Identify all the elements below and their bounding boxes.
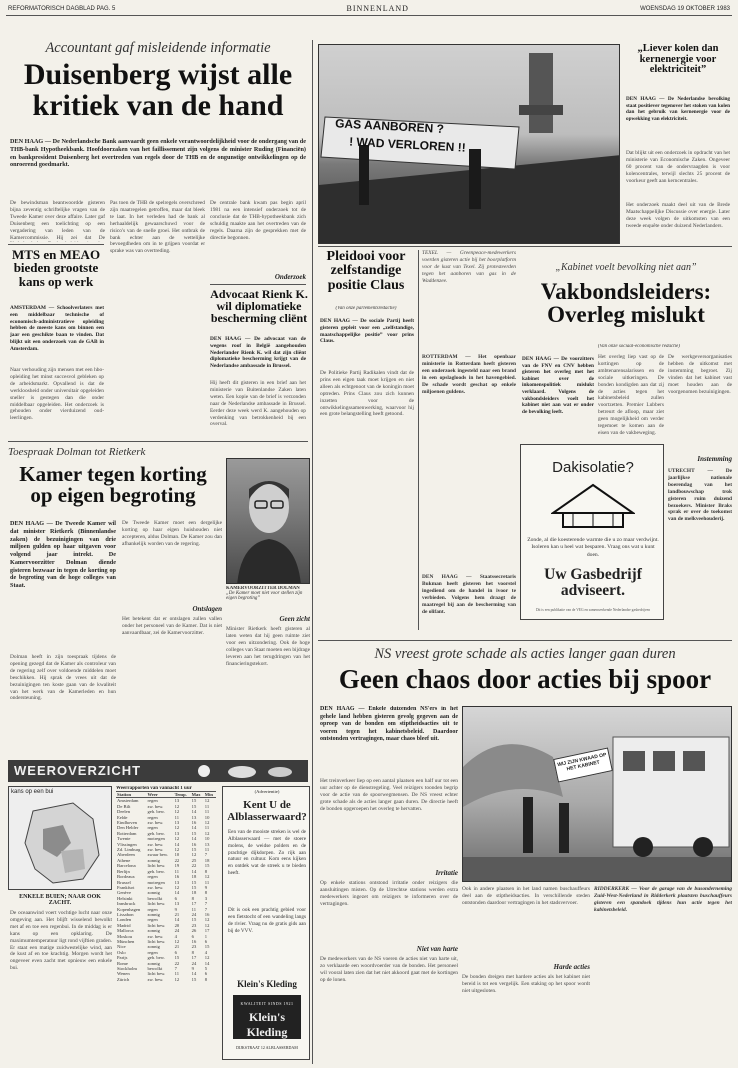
table-cell: 7 (174, 966, 177, 971)
table-cell: 23 (191, 944, 197, 950)
dolman-subhead-box (122, 602, 222, 614)
weer-text-head: ENKELE BUIEN; NAAR OOK ZACHT. (19, 894, 101, 906)
table-cell: zwaar bew. (147, 852, 169, 858)
table-cell: De Bilt (117, 803, 131, 809)
ad-brand: Uw Gasbedrijf adviseert. (544, 566, 642, 599)
ad-text: Zonde, al die koesterende warmte die u zo maar verdwijnt. Isoleren kan u heel wat besparen. Vraag ons wat u kunt doen. (527, 537, 659, 558)
table-cell: 15 (191, 830, 197, 836)
vakbond-utrecht: UTRECHT — De jaarlijkse nationale boerendag van het landbouwschap trok gisteren ruim duizend bezoekers. Minister Braks sprak er over de toekomst van de melkveehouderij. (668, 468, 732, 523)
table-cell: Zürich (117, 976, 130, 982)
table-cell: 6 (204, 938, 208, 944)
table-cell: 4 (204, 949, 208, 955)
mts-body: Naar verhouding zijn mensen met een hbo-opleiding het minst succesvol gebleken op de arbeidsmarkt. Opvallend is dat de werkloosheid onder universitair opgeleiden sneller is gestegen dan die onder middelbaar opgeleiden. Het onderzoek is gehouden onder vierduizend oud-leerlingen. (10, 367, 104, 422)
table-cell: 15 (191, 847, 197, 853)
house-roof-icon (551, 483, 635, 529)
table-cell: 11 (204, 803, 210, 809)
divider (318, 640, 732, 641)
table-cell: Genève (117, 890, 132, 896)
kolen-body: Dat blijkt uit een onderzoek in opdracht van het ministerie van Economische Zaken. Ongeveer 60 procent van de ondervraagden is voor kolencentrales, terwijl slechts 25 procent de voorkeur geeft aan kerncentrales. (626, 150, 730, 184)
table-cell: 11 (204, 879, 210, 885)
table-cell: 12 (204, 917, 210, 923)
divider (8, 244, 104, 245)
table-cell: licht bew. (147, 938, 166, 944)
ns-body-5: Ook in andere plaatsen in het land namen buschauffeurs deel aan de stiptheidsacties. In verschillende steden ontstonden daardoor vertragingen in het stadsvervoer. (462, 886, 590, 906)
table-cell: 18 (191, 890, 197, 896)
table-cell: 13 (174, 798, 180, 804)
table-cell: 18 (191, 874, 197, 880)
table-cell: 14 (191, 825, 197, 831)
claus-headline: Pleidooi voor zelfstandige positie Claus (326, 250, 406, 293)
table-cell: 8 (204, 976, 208, 982)
claus-lead: DEN HAAG — De sociale Partij heeft gisteren gepleit voor een „zelfstandige, maatschappelijke positie” voor prins Claus. (320, 318, 414, 345)
duisenberg-kicker (8, 40, 308, 56)
table-cell: Berlijn (117, 868, 130, 874)
table-cell: regen (147, 917, 158, 923)
table-cell: 12 (174, 847, 180, 853)
duisenberg-lead: DEN HAAG — De Nederlandsche Bank aanvaardt geen enkele verantwoordelijkheid voor de ondergang van de THB-bank Hypotheekbank. Hoofdoorzaken van het faillissement zijn volgens de minister Ruding (Financiën) en bankpresident Duisenberg het overtreden van regels door de THB en de ongunstige ontwikkelingen op de onroerend goedmarkt. (10, 138, 306, 169)
weer-col-header: Min (204, 792, 216, 798)
weer-col-header: Temp. (174, 792, 191, 798)
weer-col-header: Max (191, 792, 204, 798)
vakbond-subhead-box (668, 452, 732, 464)
duisenberg-kicker-text: Accountant gaf misleidende informatie (45, 40, 271, 56)
table-cell: 12 (204, 798, 210, 804)
vakbond-body-2: De werkgeversorganisaties hebben de uitkomst met instemming begroet. Zij vinden dat het kabinet vast moet houden aan de voorgenomen bezuinigingen. (668, 354, 732, 395)
kent-brand: Klein's Kleding (237, 979, 297, 989)
table-cell: 13 (204, 841, 210, 847)
kent-logo-mark: Klein's Kleding (246, 1010, 288, 1039)
claus-byline: (Van onze parlementsredactie) (335, 306, 397, 311)
table-cell: geh. bew. (147, 955, 165, 961)
duisenberg-body-2: Pas toen de THB de spelregels overschreed zijn maatregelen getroffen, maar dat bleek te laat. In het verleden had de bank al herhaaldelijk gewaarschuwd voor de risico's van de snelle groei. Het ontbrak de bank echter aan de wettelijke bevoegdheden om in te grijpen voordat er sprake was van overtreding. (110, 200, 205, 255)
table-cell: bewolkt (147, 895, 163, 901)
table-cell: 7 (204, 852, 208, 858)
dolman-body-3: Het betekent dat er ontslagen zullen vallen onder het personeel van de Kamer. Dat is niet aanvaardbaar, zei de Kamervoorzitter. (122, 616, 222, 636)
kolen-body-2: Het onderzoek maakt deel uit van de Brede Maatschappelijke Discussie over energie. Later deze week volgen de uitkomsten van een tweede enquête onder duizend Nederlanders. (626, 202, 730, 229)
table-cell: 14 (174, 917, 180, 923)
table-cell: 22 (174, 960, 180, 966)
table-cell: 5 (204, 966, 208, 971)
table-cell: regen (147, 906, 158, 912)
table-cell: 20 (174, 922, 180, 928)
bus-photo (462, 706, 732, 882)
ns-body-4: De bonden dreigen met hardere acties als het kabinet niet bereid is tot een vergelijk. Een staking op het spoor wordt niet uitgesloten. (462, 974, 590, 994)
table-cell: 12 (174, 836, 180, 842)
kent-logo (233, 995, 301, 1039)
page-header (6, 2, 732, 16)
table-cell: Bordeaux (117, 874, 135, 880)
table-cell: Stockholm (117, 966, 137, 971)
dolman-body-4: Minister Rietkerk heeft gisteren al laten weten dat hij geen ruimte ziet voor een uitzondering. Ook de hoge colleges van Staat moeten een bijdrage leveren aan het terugdringen van het financieringstekort. (226, 626, 310, 667)
table-cell: Brussel (117, 879, 131, 885)
duisenberg-subhead-box (210, 270, 306, 282)
vakbond-byline: (Van onze sociaal-economische redactie) (598, 344, 680, 349)
ad-label: (Advertentie) (254, 789, 280, 794)
table-cell: 12 (204, 830, 210, 836)
table-cell: 11 (204, 809, 210, 815)
table-cell: 11 (191, 906, 197, 912)
ad-small: Dit is een publikatie van de VEG en samenwerkende Nederlandse gasbedrijven (535, 608, 651, 612)
table-cell: 12 (204, 922, 210, 928)
header-left: REFORMATORISCH DAGBLAD PAG. 5 (8, 5, 116, 12)
ns-subhead2-box (320, 942, 458, 954)
table-cell: 15 (174, 955, 180, 961)
weer-col-header: Weer (146, 792, 173, 798)
weer-table (116, 792, 216, 982)
weer-map (8, 786, 112, 890)
vakbond-body: Het overleg liep vast op de kortingen op de ambtenarensalarissen en de sociale uitkeringen. De bonden kondigden aan dat zij de acties tegen het kabinetsbeleid zullen voortzetten. Premier Lubbers betreurt de afloop, maar ziet geen mogelijkheid om verder tegemoet te komen aan de eisen van de vakbeweging. (598, 354, 664, 436)
ns-lead: DEN HAAG — Enkele duizenden NS'ers in het gehele land hebben gisteren gevolg gegeven aan de oproep van de bonden om stiptheidsacties uit te voeren tegen het kabinetsbeleid. Daardoor ontstonden vertragingen, maar chaos bleef uit. (320, 706, 458, 742)
table-cell: 14 (191, 809, 197, 815)
table-cell: Athene (117, 857, 131, 863)
table-cell: 12 (204, 955, 210, 961)
bus-garage-scene (463, 707, 732, 882)
duisenberg-headline: Duisenberg wijst alle kritiek van de hand (23, 60, 293, 122)
table-cell: 17 (204, 928, 210, 934)
table-cell: 14 (174, 841, 180, 847)
dolman-kicker-text: Toespraak Dolman tot Rietkerk (8, 446, 146, 458)
table-cell: 26 (191, 928, 197, 934)
vakbond-kicker (520, 262, 732, 276)
dolman-body-2: De Tweede Kamer moet een dergelijke korting op haar eigen huishouden niet accepteren, aldus Dolman. De Kamer zou dan afhankelijk worden van de regering. (122, 520, 222, 547)
table-cell: 6 (174, 895, 177, 901)
table-cell: regen (147, 814, 158, 820)
table-cell: 9 (204, 884, 208, 890)
table-cell: 6 (174, 949, 177, 955)
table-cell: Barcelona (117, 863, 136, 869)
table-cell: 16 (191, 841, 197, 847)
kent-text-2: Dit is ook een prachtig gebied voor een fietstocht of een wandeling langs de rivier. Vraag nu de gratis gids aan bij de VVV. (228, 907, 306, 934)
table-cell: Nice (117, 944, 126, 950)
table-cell: 16 (191, 938, 197, 944)
table-cell: Eindhoven (117, 820, 137, 826)
table-cell: 15 (191, 917, 197, 923)
ns-subhead-box (320, 866, 458, 878)
table-cell: 15 (204, 863, 210, 869)
table-cell: Zd. Limburg (117, 847, 141, 853)
table-cell: 12 (174, 825, 180, 831)
divider (210, 284, 306, 285)
portrait-illustration (227, 459, 310, 584)
claus-body: De Politieke Partij Radikalen vindt dat de prins een eigen taak moet krijgen en niet alleen als echtgenoot van de koningin moet optreden. Prins Claus zou zich kunnen inzetten voor de ontwikkelingssamenwerking, waarvoor hij een grote belangstelling heeft getoond. (320, 370, 414, 418)
greenpeace-photo (318, 44, 620, 244)
table-cell: 13 (191, 814, 197, 820)
duisenberg-subhead: Onderzoek (274, 273, 306, 281)
brief-denhaag: DEN HAAG — Staatssecretaris Bukman heeft gisteren het voorstel ingediend om de handel in ivoor te verbieden. Volgens hem draagt de maatregel bij aan de bescherming van de olifant. (422, 574, 516, 615)
table-cell: 6 (204, 971, 208, 977)
table-cell: 8 (204, 868, 208, 874)
table-cell: 24 (191, 960, 197, 966)
table-cell: 10 (204, 836, 210, 842)
table-cell: 8 (191, 895, 194, 901)
table-cell: 10 (174, 852, 180, 858)
weer-banner (8, 760, 308, 782)
rienk-headline: Advocaat Rienk K. wil diplomatieke bescherming cliënt (210, 288, 308, 326)
table-cell: 23 (191, 922, 197, 928)
table-cell: Oslo (117, 949, 126, 955)
table-cell: motregen (147, 879, 165, 885)
table-cell: 13 (174, 901, 180, 907)
caption-name: KAMERVOORZITTER DOLMAN (226, 586, 300, 591)
dolman-caption (226, 586, 310, 606)
table-cell: Moskou (117, 933, 133, 939)
ns-subhead-3: Harde acties (553, 963, 590, 971)
table-cell: 9 (191, 966, 194, 971)
ns-subhead3-box (462, 960, 590, 972)
table-cell: bewolkt (147, 966, 163, 971)
table-cell: 16 (204, 911, 210, 917)
weer-table-box (116, 786, 216, 1064)
weer-map-title: kans op een bui (11, 789, 54, 795)
table-cell: München (117, 938, 135, 944)
kolen-lead: DEN HAAG — De Nederlandse bevolking staat positiever tegenover het stoken van kolen dan het gebruik van kernenergie voor de opwekking van elektriciteit. (626, 96, 730, 122)
table-cell: 16 (174, 874, 180, 880)
dolman-photo (226, 458, 310, 584)
ns-kicker (318, 646, 732, 664)
table-cell: Innsbruck (117, 901, 136, 907)
table-cell: zw. bew. (147, 847, 164, 853)
table-cell: regen (147, 949, 158, 955)
table-cell: zw. bew. (147, 820, 164, 826)
table-cell: 3 (204, 895, 208, 901)
table-cell: 25 (191, 857, 197, 863)
dolman-kicker (8, 446, 208, 460)
vakbond-kicker-text: „Kabinet voelt bevolking niet aan” (555, 262, 697, 273)
table-cell: 15 (191, 803, 197, 809)
table-cell: 14 (191, 836, 197, 842)
table-cell: 11 (174, 814, 180, 820)
table-cell: 14 (191, 868, 197, 874)
table-cell: regen (147, 798, 158, 804)
kent-brand-sub: KWALITEIT SINDS 1921 (240, 1001, 294, 1006)
column-rule (418, 250, 419, 630)
kent-text: Een van de mooiste streken is wel de Alblasserwaard — met de stoere molens, de weidse polders en de prachtige dijkdorpen. Zo rijk aan natuur en cultuur. Kom eens kijken en ontdek wat de streek u te bieden heeft. (228, 829, 306, 877)
dolman-lead: DEN HAAG — De Tweede Kamer wil dat minister Rietkerk (Binnenlandse zaken) de bezuinigingen van drie miljoen gulden op haar uitgaven voor volgend jaar intrekt. De Kamervoorzitter Dolman diende gisteren bezwaar in tegen de korting op de begroting van de hoge colleges van Staat. (10, 520, 116, 589)
table-cell: 17 (191, 955, 197, 961)
table-cell: 15 (191, 884, 197, 890)
table-cell: 11 (174, 971, 180, 977)
table-cell: 12 (174, 803, 180, 809)
weer-banner-title: WEEROVERZICHT (14, 763, 142, 778)
banner-line-1: GAS AANBOREN ? (334, 116, 445, 136)
rienk-lead: DEN HAAG — De advocaat van de wegens roof in België aangehouden Nederlander Rienk K. wil dat zijn cliënt diplomatieke bescherming krijgt van de Nederlandse ambassade in Brussel. (210, 336, 306, 369)
weer-text: De oceaanwind voert vochtige lucht naar onze omgeving aan. Het blijft wisselend bewolkt met af en toe een regenbui. In de middag is er kans op een opklaring. De maximumtemperatuur ligt rond vijftien graden. Er staat een matige zuidwestelijke wind, aan de kust af en toe krachtig. Morgen wordt het ongeveer even zacht met opnieuw een enkele bui. (10, 910, 112, 972)
table-cell: zw. bew. (147, 933, 164, 939)
table-cell: 12 (174, 976, 180, 982)
caption-text: „De Kamer moet niet voor stellen zijn eigen begroting” (226, 591, 303, 601)
table-cell: 13 (174, 820, 180, 826)
brief-texel: TEXEL — Greenpeace-medewerkers voerden gisteren actie bij het boorplatform voor de kust van Texel. Zij protesteerden tegen het aanboren van gas in de Waddenzee. (422, 250, 516, 284)
table-cell: Frankfurt (117, 884, 135, 890)
bus-photo-sign: WIJ ZIJN KWAAD OP HET KABINET (553, 747, 613, 782)
table-cell: 18 (204, 857, 210, 863)
table-cell: geh. bew. (147, 868, 165, 874)
table-cell: Twente (117, 836, 131, 842)
table-cell: Deelen (117, 809, 131, 815)
table-cell: zonnig (147, 944, 160, 950)
table-cell: zonnig (147, 890, 160, 896)
dolman-body: Dolman heeft in zijn toespraak tijdens de opening gezegd dat de Kamer als controleur van de regering zelf over voldoende middelen moet beschikken. Hij sprak de vrees uit dat de bezuinigingen ten koste gaan van de kwaliteit van het werk van de Kamerleden en hun ondersteuning. (10, 654, 116, 702)
table-cell: 15 (191, 976, 197, 982)
dolman-subhead: Ontslagen (192, 605, 222, 613)
mts-headline: MTS en MEAO bieden grootste kans op werk (11, 248, 101, 289)
alblasserwaard-ad (222, 786, 310, 1060)
table-cell: 11 (204, 825, 210, 831)
divider (318, 246, 732, 247)
table-cell: 1 (204, 933, 208, 939)
table-cell: 21 (174, 944, 180, 950)
table-cell: Amsterdam (117, 798, 139, 804)
weer-table-title: Weerrapporten van vannacht 1 uur (116, 786, 216, 792)
vakbond-lead: DEN HAAG — De voorzitters van de FNV en CNV hebben gisteren het overleg met het kabinet over de inkomenspolitiek mislukt verklaard. Volgens de vakbondsleiders voelt het kabinet niet aan wat er onder de bevolking leeft. (522, 356, 594, 415)
table-cell: Den Helder (117, 825, 139, 831)
table-cell: Londen (117, 917, 132, 923)
table-cell: zw. bew. (147, 884, 164, 890)
ad-title: Dakisolatie? (552, 459, 634, 476)
table-cell: zw. bew. (147, 803, 164, 809)
table-cell: licht bew. (147, 922, 166, 928)
ns-body-3: De medewerkers van de NS voeren de acties niet van harte uit, zo verklaarde een woordvoerder van de bonden. Het personeel wil vooral laten zien dat het niet akkoord gaat met de kortingen op de lonen. (320, 956, 458, 983)
header-date: WOENSDAG 19 OKTOBER 1983 (640, 5, 730, 12)
table-cell: Kopenhagen (117, 906, 141, 912)
dolman-subhead-2: Geen zicht (279, 615, 310, 623)
table-cell: 24 (174, 928, 180, 934)
table-cell: 9 (174, 906, 177, 912)
banner-line-2: ! WAD VERLOREN !! (348, 134, 467, 155)
table-cell: 10 (204, 814, 210, 820)
table-cell: Eelde (117, 814, 128, 820)
sun-cloud-icon (184, 762, 304, 780)
table-cell: zonnig (147, 960, 160, 966)
table-cell: Rotterdam (117, 830, 137, 836)
table-cell: 14 (191, 971, 197, 977)
table-cell: geh. bew. (147, 809, 165, 815)
table-cell: 4 (174, 933, 177, 939)
table-cell: Mallorca (117, 928, 134, 934)
table-cell: 12 (174, 938, 180, 944)
table-cell: 14 (204, 960, 210, 966)
table-cell: 12 (204, 820, 210, 826)
kent-headline: Kent U de Alblasserwaard? (227, 799, 307, 824)
table-cell: zw. bew. (147, 841, 164, 847)
table-cell: zonnig (147, 911, 160, 917)
rienk-body: Hij heeft dit gisteren in een brief aan het ministerie van Buitenlandse Zaken laten weten. Een kopie van de brief is verzonden naar de Nederlandse ambassade in Brussel. Eerder deze week werd K. aangehouden op verdenking van betrokkenheid bij een overval. (210, 380, 306, 428)
table-cell: 22 (174, 857, 180, 863)
dolman-subhead2-box (226, 612, 310, 624)
ns-body: Het treinverkeer liep op een aantal plaatsen een half uur tot een uur achter op de dienstregeling. Veel reizigers toonden begrip voor de actie van de spoorwegmensen. De NS vreest echter grote schade als de acties langer gaan duren. De directie heeft de bonden opgeroepen het overleg te hervatten. (320, 778, 458, 812)
table-cell: 7 (204, 906, 208, 912)
table-cell: regen (147, 874, 158, 880)
ns-kicker-text: NS vreest grote schade als acties langer gaan duren (374, 646, 676, 662)
ns-subhead: Irritatie (435, 869, 458, 877)
table-cell: licht bew. (147, 971, 166, 977)
table-cell: 15 (191, 798, 197, 804)
ns-body-2: Op enkele stations ontstond irritatie onder reizigers die aansluitingen misten. Op de Utrechtse stations werden extra medewerkers ingezet om reizigers te informeren over de vertragingen. (320, 880, 458, 907)
table-cell: zonnig (147, 857, 160, 863)
column-rule (312, 40, 313, 1064)
duisenberg-body: De bewindsman beantwoordde gisteren bijna zeventig schriftelijke vragen van de Tweede Kamer over deze affaire. Later gaf Duisenberg een toelichting op een vergadering van leden van de Kamercommissie. Hij zei dat De (10, 200, 105, 241)
weer-col-header: Station (116, 792, 146, 798)
table-cell: licht bew. (147, 901, 166, 907)
table-cell: 22 (191, 863, 197, 869)
netherlands-map (13, 799, 109, 887)
table-cell: Wenen (117, 971, 130, 977)
table-cell: 12 (174, 809, 180, 815)
table-row (116, 977, 216, 982)
ns-headline: Geen chaos door acties bij spoor (338, 666, 712, 694)
table-cell: 15 (191, 879, 197, 885)
table-cell: 11 (204, 847, 210, 853)
table-cell: 11 (174, 868, 180, 874)
table-cell: 6 (191, 933, 194, 939)
table-cell: motregen (147, 836, 165, 842)
kolen-headline: „Liever kolen dan kernenergie voor elektriciteit” (637, 44, 719, 76)
duisenberg-body-3: De centrale bank kwam pas begin april 1981 na een intensief onderzoek tot de conclusie dat de THB-hypotheekbank zich schuldig maakte aan het overtreden van de regels. Daarna zijn de gesprekken met de directie begonnen. (210, 200, 306, 241)
table-cell: 15 (204, 944, 210, 950)
table-cell: zonnig (147, 928, 160, 934)
table-cell: 17 (191, 901, 197, 907)
table-cell: Madrid (117, 922, 131, 928)
table-cell: Vlissingen (117, 841, 137, 847)
mts-lead: AMSTERDAM — Schoolverlaters met een middelbaar technische of economisch-administratieve opleiding hebben de meeste kans om binnen een jaar een geschikte baan te vinden. Dat blijkt uit een onderzoek van de GAB in Amsterdam. (10, 305, 104, 352)
header-section: BINNENLAND (346, 4, 409, 13)
table-cell: geh. bew. (147, 830, 165, 836)
table-cell: zw. bew. (147, 976, 164, 982)
brief-rotterdam: ROTTERDAM — Het openbaar ministerie in Rotterdam heeft gisteren een onderzoek ingesteld naar een brand in een opslagloods in het havengebied. De schade wordt geschat op enkele miljoenen guldens. (422, 354, 516, 395)
table-cell: 14 (174, 890, 180, 896)
table-cell: 13 (174, 879, 180, 885)
vakbond-headline: Vakbondsleiders: Overleg mislukt (540, 280, 712, 328)
table-cell: Helsinki (117, 895, 133, 901)
table-cell: 7 (204, 901, 208, 907)
gas-ad (520, 444, 664, 620)
table-cell: Aberdeen (117, 852, 135, 858)
ns-subhead-2: Niet van harte (416, 945, 458, 953)
table-cell: Parijs (117, 955, 128, 961)
table-cell: 21 (174, 911, 180, 917)
table-cell: regen (147, 825, 158, 831)
table-cell: 24 (191, 911, 197, 917)
table-cell: 19 (174, 863, 180, 869)
table-cell: 12 (174, 884, 180, 890)
table-cell: 12 (204, 874, 210, 880)
kent-address: DIJKSTRAAT 12 ALBLASSERDAM (236, 1045, 298, 1050)
table-cell: 13 (174, 830, 180, 836)
dolman-headline: Kamer tegen korting op eigen begroting (19, 464, 207, 508)
table-cell: Rome (117, 960, 128, 966)
divider (8, 441, 308, 442)
table-cell: 16 (191, 820, 197, 826)
table-cell: licht bew. (147, 863, 166, 869)
vakbond-subhead: Instemming (697, 455, 732, 463)
table-cell: 8 (204, 890, 208, 896)
table-cell: Lissabon (117, 911, 134, 917)
table-cell: 12 (191, 852, 197, 858)
table-cell: 8 (191, 949, 194, 955)
ns-ridderkerk: RIDDERKERK — Voor de garage van de busonderneming Zuid-West-Nederland in Ridderkerk plaatsten buschauffeurs gisteren een spandoek tijdens hun actie tegen het kabinetsbeleid. (594, 886, 732, 913)
